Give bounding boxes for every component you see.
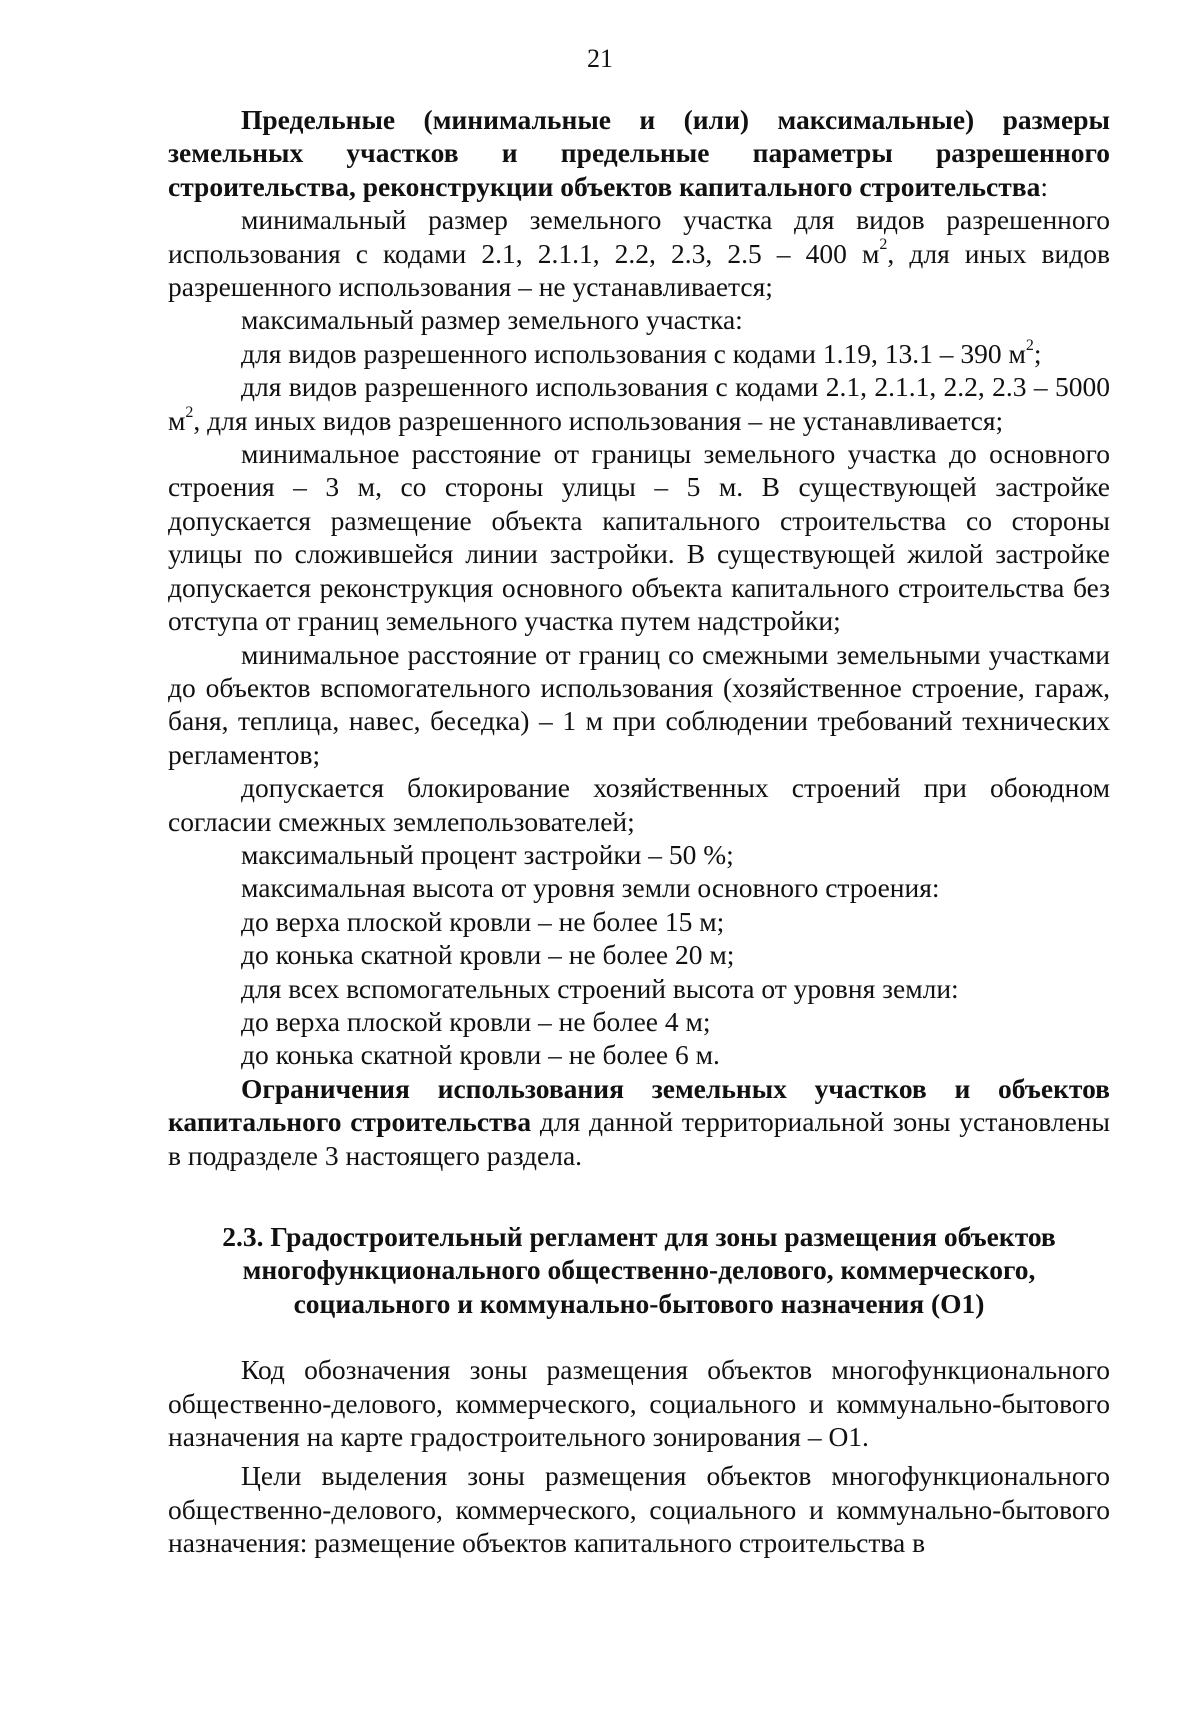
zone-goals-paragraph: Цели выделения зоны размещения объектов многофункционального общественно-делового, коммерческого, социального и коммунально-бытового назначения: размещение объектов капитального строительства в xyxy=(168,1460,1110,1559)
min-size-paragraph xyxy=(168,203,1110,303)
page-content xyxy=(168,103,1110,1560)
max-size-label: максимальный размер земельного участка: xyxy=(241,304,743,336)
section-title-paragraph xyxy=(168,103,1110,203)
blocking-paragraph: допускается блокирование хозяйственных строений при обоюдном согласии смежных землепользователей; xyxy=(168,772,1110,837)
section-title: Предельные (минимальные и (или) максимальные) размеры земельных участков и предельные параметры разрешенного строительства, реконструкции объектов капитального строительства xyxy=(168,104,1110,202)
max-size-item-1 xyxy=(168,337,1110,370)
restrictions-rest: для данной территориальной зоны установлены в подразделе 3 настоящего раздела. xyxy=(168,1106,1110,1171)
section-heading-line-2: многофункционального общественно-делового, коммерческого, xyxy=(242,1254,1036,1286)
aux-height-pitched: до конька скатной кровли – не более 6 м. xyxy=(241,1039,720,1071)
max-size-item-2-end: , для иных видов разрешенного использования – не устанавливается; xyxy=(193,404,1004,436)
max-size-item-2-text: для видов разрешенного использования с кодами 2.1, 2.1.1, 2.2, 2.3 – 5000 м xyxy=(168,371,1110,436)
section-title-colon: : xyxy=(1040,170,1049,202)
max-size-item-1-end: ; xyxy=(1033,337,1042,369)
max-size-item-2 xyxy=(168,370,1110,437)
aux-height-label: для всех вспомогательных строений высота от уровня земли: xyxy=(241,972,959,1004)
zone-code-paragraph: Код обозначения зоны размещения объектов многофункционального общественно-делового, коммерческого, социального и коммунально-бытового назначения на карте градостроительного зонирования – О1. xyxy=(168,1354,1110,1453)
min-size-text: минимальный размер земельного участка для видов разрешенного использования с кодами 2.1, 2.1.1, 2.2, 2.3, 2.5 – 400 м xyxy=(168,204,1110,269)
square-superscript: 2 xyxy=(1025,336,1034,354)
section-heading-line-3: социального и коммунально-бытового назначения (О1) xyxy=(293,1287,985,1319)
section-heading-line-1: 2.3. Градостроительный регламент для зоны размещения объектов xyxy=(222,1221,1056,1252)
page-number: 21 xyxy=(587,44,613,73)
section-heading xyxy=(168,1220,1110,1320)
max-size-item-1-text: для видов разрешенного использования с кодами 1.19, 13.1 – 390 м xyxy=(241,337,1026,369)
max-height-label: максимальная высота от уровня земли основного строения: xyxy=(241,872,940,904)
min-distance-aux-paragraph: минимальное расстояние от границ со смежными земельными участками до объектов вспомогательного использования (хозяйственное строение, гараж, баня, теплица, навес, беседка) – 1 м при соблюдении требований технических регламентов; xyxy=(168,638,1110,770)
aux-height-flat: до верха плоской кровли – не более 4 м; xyxy=(241,1005,711,1037)
square-superscript: 2 xyxy=(185,403,194,421)
restrictions-paragraph xyxy=(168,1072,1110,1172)
restrictions-bold: Ограничения использования земельных участков и объектов капитального строительства xyxy=(168,1072,1110,1138)
max-percent-paragraph: максимальный процент застройки – 50 %; xyxy=(241,838,734,870)
max-height-pitched: до конька скатной кровли – не более 20 м; xyxy=(241,939,735,971)
max-height-flat: до верха плоской кровли – не более 15 м; xyxy=(241,905,725,937)
square-superscript: 2 xyxy=(879,236,888,254)
min-distance-main-paragraph: минимальное расстояние от границы земельного участка до основного строения – 3 м, со стороны улицы – 5 м. В существующей застройке допускается размещение объекта капитального строительства со стороны улицы по сложившейся линии застройки. В существующей жилой застройке допускается реконструкция основного объекта капитального строительства без отступа от границ земельного участка путем надстройки; xyxy=(168,438,1110,637)
min-size-text-end: , для иных видов разрешенного использования – не устанавливается; xyxy=(168,237,1110,303)
